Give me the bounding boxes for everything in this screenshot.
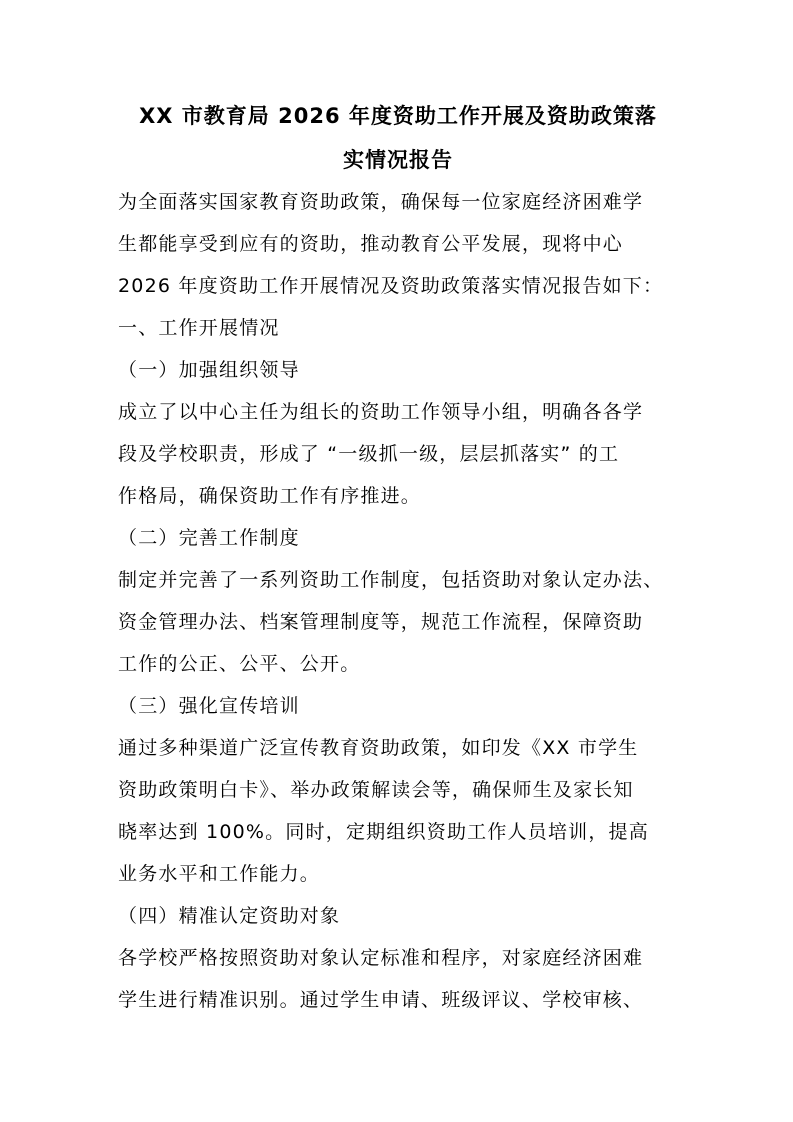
subsection-heading: （一）加强组织领导 [118, 359, 300, 381]
paragraph-line: 业务水平和工作能力。 [118, 863, 321, 885]
paragraph-line: 制定并完善了一系列资助工作制度，包括资助对象认定办法、 [118, 569, 664, 591]
paragraph-line: 资金管理办法、档案管理制度等，规范工作流程，保障资助 [118, 611, 644, 633]
paragraph-line: 各学校严格按照资助对象认定标准和程序，对家庭经济困难 [118, 947, 644, 969]
paragraph-line: 生都能享受到应有的资助，推动教育公平发展，现将中心 [118, 233, 624, 255]
paragraph-line: 作格局，确保资助工作有序推进。 [118, 485, 422, 507]
paragraph-line: 为全面落实国家教育资助政策，确保每一位家庭经济困难学 [118, 191, 644, 213]
subsection-heading: （二）完善工作制度 [118, 527, 300, 549]
section-heading: 一、工作开展情况 [118, 317, 280, 339]
document-title-line-1: XX 市教育局 2026 年度资助工作开展及资助政策落 [139, 104, 657, 128]
paragraph-line: 资助政策明白卡》、举办政策解读会等，确保师生及家长知 [118, 779, 634, 801]
subsection-heading: （四）精准认定资助对象 [118, 905, 341, 927]
document-title-line-2: 实情况报告 [343, 148, 453, 172]
paragraph-line: 段及学校职责，形成了 “一级抓一级，层层抓落实” 的工 [118, 443, 620, 465]
paragraph-line: 晓率达到 100%。同时，定期组织资助工作人员培训，提高 [118, 821, 649, 843]
paragraph-line: 通过多种渠道广泛宣传教育资助政策，如印发《XX 市学生 [118, 737, 639, 759]
paragraph-line: 成立了以中心主任为组长的资助工作领导小组，明确各各学 [118, 401, 644, 423]
paragraph-line: 工作的公正、公平、公开。 [118, 653, 361, 675]
subsection-heading: （三）强化宣传培训 [118, 695, 300, 717]
paragraph-line: 学生进行精准识别。通过学生申请、班级评议、学校审核、 [118, 989, 644, 1011]
paragraph-line: 2026 年度资助工作开展情况及资助政策落实情况报告如下： [118, 275, 664, 297]
